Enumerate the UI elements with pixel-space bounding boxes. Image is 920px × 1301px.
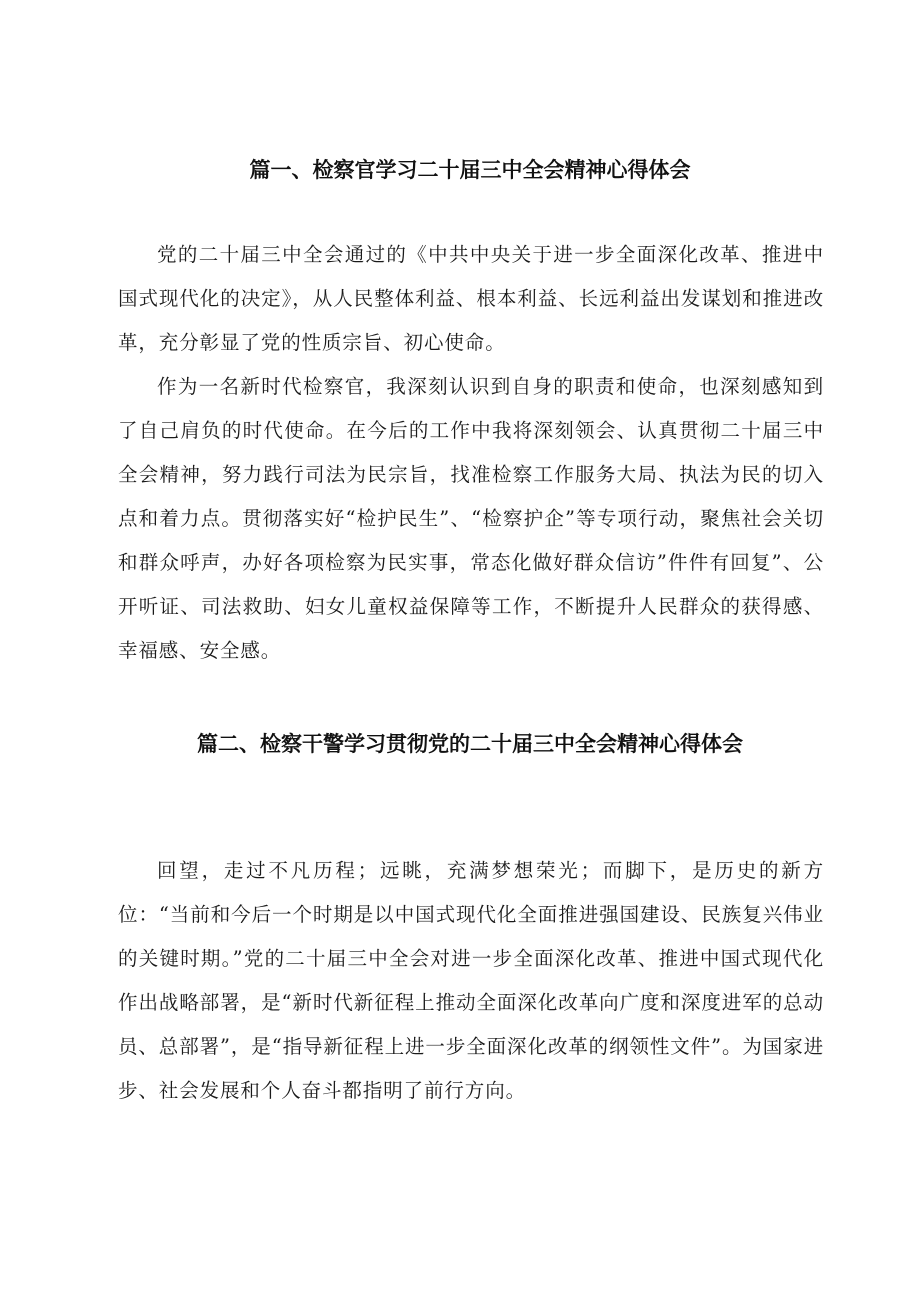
section-1-title: 篇一、检察官学习二十届三中全会精神心得体会 — [249, 158, 691, 182]
section-2-title: 篇二、检察干警学习贯彻党的二十届三中全会精神心得体会 — [197, 732, 743, 756]
section-1-paragraph-1: 党的二十届三中全会通过的《中共中央关于进一步全面深化改革、推进中国式现代化的决定》，从人民整体利益、根本利益、长远利益出发谋划和推进改革，充分彰显了党的性质宗旨、初心使命。 — [118, 243, 824, 354]
section-1-paragraph-2: 作为一名新时代检察官，我深刻认识到自身的职责和使命，也深刻感知到了自己肩负的时代使命。在今后的工作中我将深刻领会、认真贯彻二十届三中全会精神，努力践行司法为民宗旨，找准检察工作服务大局、执法为民的切入点和着力点。贯彻落实好“检护民生”、“检察护企”等专项行动，聚焦社会关切和群众呼声，办好各项检察为民实事，常态化做好群众信访”件件有回复”、公开听证、司法救助、妇女儿童权益保障等工作，不断提升人民群众的获得感、幸福感、安全感。 — [118, 375, 824, 662]
section-2-paragraph-1: 回望，走过不凡历程；远眺，充满梦想荣光；而脚下，是历史的新方位：“当前和今后一个时期是以中国式现代化全面推进强国建设、民族复兴伟业的关键时期。”党的二十届三中全会对进一步全面深化改革、推进中国式现代化作出战略部署，是“新时代新征程上推动全面深化改革向广度和深度进军的总动员、总部署”，是“指导新征程上进一步全面深化改革的纲领性文件”。为国家进步、社会发展和个人奋斗都指明了前行方向。 — [118, 859, 824, 1102]
